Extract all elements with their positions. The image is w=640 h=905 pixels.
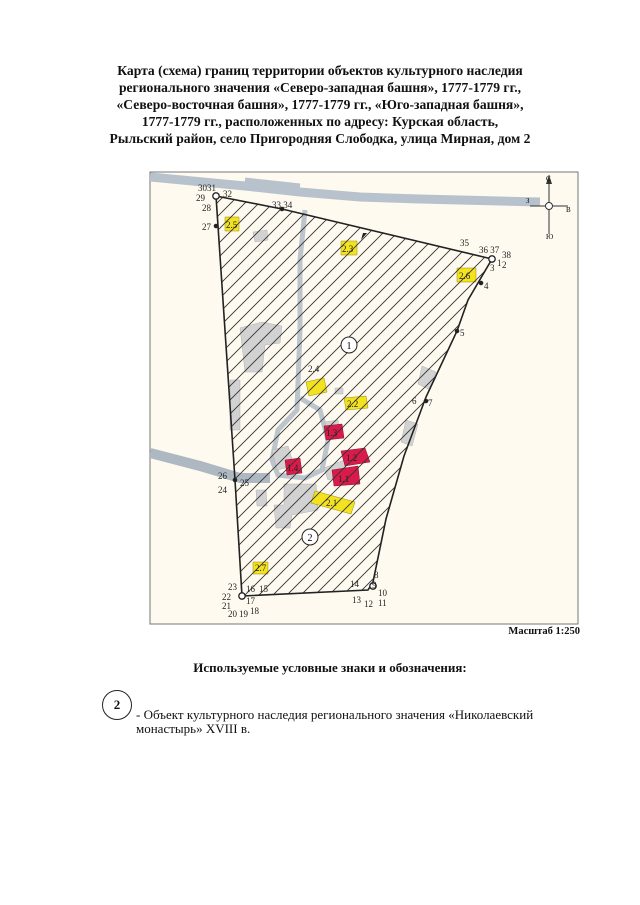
- point-label: 24: [218, 485, 227, 495]
- zone-marker-1: [341, 337, 357, 353]
- vertex-dot: [233, 478, 237, 482]
- compass-west-label: З: [526, 197, 530, 205]
- point-label: 9: [372, 580, 377, 590]
- point-label: 2: [502, 260, 507, 270]
- point-label: 5: [460, 328, 465, 338]
- legend-heading: Используемые условные знаки и обозначения:: [193, 660, 467, 675]
- point-label: 3031: [198, 183, 216, 193]
- vertex-dot: [214, 224, 218, 228]
- point-label: 35: [460, 238, 469, 248]
- compass-east-label: В: [566, 206, 571, 214]
- point-label: 1: [497, 258, 502, 268]
- point-label: 15: [259, 584, 268, 594]
- title-line-5: Рыльский район, село Пригородняя Слободка, улица Мирная, дом 2: [109, 131, 531, 146]
- object-label-1-1: 1.1: [338, 474, 350, 484]
- point-label: 21: [222, 601, 231, 611]
- title-line-1: Карта (схема) границ территории объектов культурного наследия: [117, 63, 523, 78]
- point-label: 3: [490, 263, 495, 273]
- point-label: 18: [250, 606, 259, 616]
- point-label: 26: [218, 471, 227, 481]
- title-line-4: 1777-1779 гг., расположенных по адресу: Курская область,: [141, 114, 499, 129]
- object-label-2-3: 2.3: [342, 244, 354, 254]
- object-label-1-3: 1.3: [326, 428, 338, 438]
- point-label: 11: [378, 598, 387, 608]
- object-label-2-6: 2.6: [459, 271, 471, 281]
- point-label: 33 34: [272, 200, 293, 210]
- vertex-dot: [455, 329, 459, 333]
- point-label: 16: [246, 584, 255, 594]
- object-label-2-7: 2.7: [255, 563, 267, 573]
- point-label: 10: [378, 588, 387, 598]
- vertex-marker: [213, 193, 219, 199]
- object-label-2-1: 2.1: [326, 498, 338, 508]
- point-label: 29: [196, 193, 205, 203]
- point-label: 14: [350, 579, 359, 589]
- compass-north-label: С: [546, 175, 551, 183]
- point-label: 28: [202, 203, 211, 213]
- point-label: 13: [352, 595, 361, 605]
- point-label: 6: [412, 396, 417, 406]
- svg-text:1: 1: [346, 341, 352, 352]
- point-label: 19: [239, 609, 248, 619]
- title-line-2: регионального значения «Северо-западная башня», 1777-1779 гг.,: [118, 80, 522, 95]
- point-label: 8: [374, 570, 379, 580]
- vertex-dot: [479, 281, 483, 285]
- object-label-1-4: 1.4: [287, 463, 299, 473]
- point-label: 4: [484, 281, 489, 291]
- point-label: 36 37: [479, 245, 500, 255]
- vertex-marker: [489, 256, 495, 262]
- point-label: 32: [223, 189, 232, 199]
- legend-zone-symbol: 2: [102, 690, 132, 720]
- compass-south-label: Ю: [546, 233, 554, 241]
- point-label: 22: [222, 592, 231, 602]
- object-label-2-2: 2.2: [347, 399, 359, 409]
- object-label-1-2: 1.2: [346, 453, 358, 463]
- object-label-2-5: 2.5: [226, 220, 238, 230]
- title-line-3: «Северо-восточная башня», 1777-1779 гг., «Юго-западная башня»,: [116, 97, 524, 112]
- vertex-marker: [239, 593, 245, 599]
- zone-marker-2: [302, 529, 318, 545]
- point-label: 12: [364, 599, 373, 609]
- legend-description: - Объект культурного наследия регионального значения «Николаевский монастырь» XVIII в.: [136, 707, 534, 736]
- object-label-2-4: 2.4: [308, 364, 320, 374]
- point-label: 25: [240, 478, 249, 488]
- svg-text:2: 2: [307, 533, 313, 544]
- point-label: 38: [502, 250, 511, 260]
- point-label: 17: [246, 596, 255, 606]
- point-label: 20: [228, 609, 237, 619]
- map-scale: Масштаб 1:250: [508, 626, 580, 637]
- point-label: 23: [228, 582, 237, 592]
- point-label: 7: [428, 398, 433, 408]
- point-label: 27: [202, 222, 211, 232]
- legend-item: [102, 690, 582, 740]
